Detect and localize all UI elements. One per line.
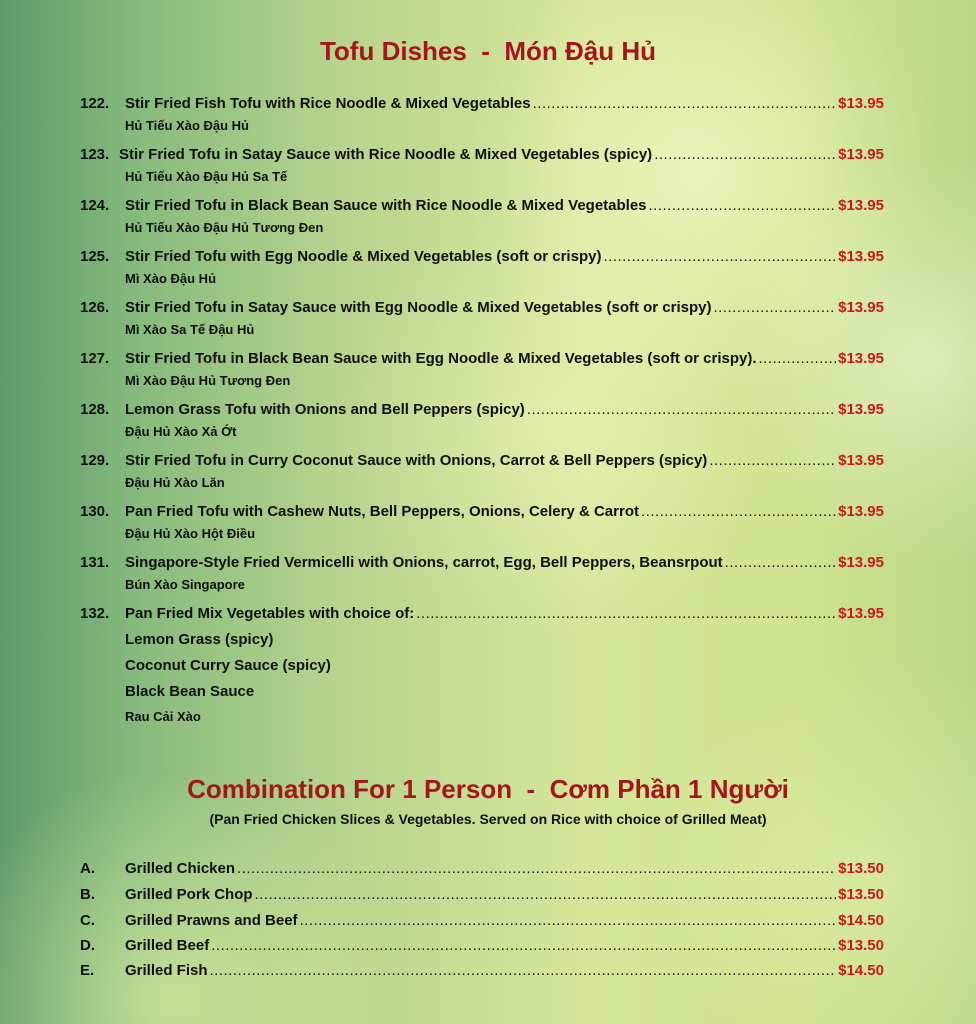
item-name: Singapore-Style Fried Vermicelli with Onions, carrot, Egg, Bell Peppers, Beansrpout bbox=[125, 554, 723, 571]
item-name: Grilled Beef bbox=[125, 937, 210, 954]
dot-leader bbox=[603, 248, 836, 265]
item-price: $13.50 bbox=[838, 860, 884, 877]
item-letter: B. bbox=[80, 886, 95, 903]
choice-option: Lemon Grass (spicy) bbox=[125, 631, 274, 648]
dot-leader bbox=[300, 912, 837, 929]
item-name: Stir Fried Tofu in Satay Sauce with Egg Noodle & Mixed Vegetables (soft or crispy) bbox=[125, 299, 712, 316]
item-price: $14.50 bbox=[838, 912, 884, 929]
choice-option: Black Bean Sauce bbox=[125, 683, 255, 700]
item-vietnamese-name: Đậu Hủ Xào Lăn bbox=[125, 475, 225, 490]
item-vietnamese-name: Bún Xào Singapore bbox=[125, 577, 245, 592]
item-letter: A. bbox=[80, 860, 95, 877]
item-name: Grilled Fish bbox=[125, 962, 208, 979]
item-vietnamese-name: Hủ Tiếu Xào Đậu Hủ bbox=[125, 118, 249, 133]
menu-item-123 bbox=[80, 146, 884, 184]
item-price: $13.95 bbox=[838, 503, 884, 520]
menu-item-132 bbox=[80, 605, 884, 625]
item-price: $13.95 bbox=[838, 95, 884, 112]
item-number: 123. bbox=[80, 146, 110, 163]
combo-item-e bbox=[80, 962, 884, 982]
dot-leader bbox=[709, 452, 836, 469]
item-number: 125. bbox=[80, 248, 110, 265]
item-price: $13.95 bbox=[838, 605, 884, 622]
item-price: $13.95 bbox=[838, 452, 884, 469]
item-name: Stir Fried Fish Tofu with Rice Noodle & Mixed Vegetables bbox=[125, 95, 531, 112]
dot-leader bbox=[255, 886, 837, 903]
item-number: 127. bbox=[80, 350, 110, 367]
menu-item-128 bbox=[80, 401, 884, 439]
combo-item-b bbox=[80, 886, 884, 906]
combo-item-a bbox=[80, 860, 884, 880]
dot-leader bbox=[210, 962, 837, 979]
item-vietnamese-name: Mì Xào Đậu Hủ Tương Đen bbox=[125, 373, 291, 388]
item-price: $13.95 bbox=[838, 146, 884, 163]
item-name: Stir Fried Tofu in Black Bean Sauce with Rice Noodle & Mixed Vegetables bbox=[125, 197, 647, 214]
menu-item-131 bbox=[80, 554, 884, 592]
item-number: 124. bbox=[80, 197, 110, 214]
item-number: 132. bbox=[80, 605, 110, 622]
item-price: $14.50 bbox=[838, 962, 884, 979]
dot-leader bbox=[654, 146, 836, 163]
item-price: $13.95 bbox=[838, 401, 884, 418]
item-name: Grilled Pork Chop bbox=[125, 886, 253, 903]
item-price: $13.50 bbox=[838, 886, 884, 903]
item-price: $13.95 bbox=[838, 554, 884, 571]
item-vietnamese-name: Hủ Tiếu Xào Đậu Hủ Tương Đen bbox=[125, 220, 324, 235]
dot-leader bbox=[237, 860, 836, 877]
menu-item-130 bbox=[80, 503, 884, 541]
item-name: Stir Fried Tofu in Black Bean Sauce with Egg Noodle & Mixed Vegetables (soft or crispy). bbox=[125, 350, 757, 367]
dot-leader bbox=[416, 605, 836, 622]
choice-option: Coconut Curry Sauce (spicy) bbox=[125, 657, 331, 674]
menu-item-124 bbox=[80, 197, 884, 235]
item-vietnamese-name: Đậu Hủ Xào Hột Điều bbox=[125, 526, 256, 541]
item-number: 129. bbox=[80, 452, 110, 469]
item-number: 130. bbox=[80, 503, 110, 520]
item-letter: E. bbox=[80, 962, 95, 979]
dot-leader bbox=[641, 503, 836, 520]
item-name: Grilled Prawns and Beef bbox=[125, 912, 298, 929]
item-name: Stir Fried Tofu in Satay Sauce with Rice Noodle & Mixed Vegetables (spicy) bbox=[119, 146, 653, 163]
item-price: $13.95 bbox=[838, 248, 884, 265]
item-vietnamese-name: Mì Xào Sa Tế Đậu Hủ bbox=[125, 322, 255, 337]
item-number: 122. bbox=[80, 95, 110, 112]
combo-item-c bbox=[80, 912, 884, 932]
choice-vietnamese-name: Rau Cải Xào bbox=[125, 709, 201, 724]
menu-item-125 bbox=[80, 248, 884, 286]
dot-leader bbox=[649, 197, 837, 214]
item-number: 126. bbox=[80, 299, 110, 316]
combo-section-title: Combination For 1 Person - Cơm Phần 1 Người bbox=[187, 774, 789, 804]
menu-item-122 bbox=[80, 95, 884, 133]
menu-item-127 bbox=[80, 350, 884, 388]
item-name: Pan Fried Tofu with Cashew Nuts, Bell Peppers, Onions, Celery & Carrot bbox=[125, 503, 639, 520]
item-price: $13.95 bbox=[838, 299, 884, 316]
item-price: $13.95 bbox=[838, 350, 884, 367]
combo-section-subtitle: (Pan Fried Chicken Slices & Vegetables. Served on Rice with choice of Grilled Meat) bbox=[209, 811, 767, 827]
item-vietnamese-name: Mì Xào Đậu Hủ bbox=[125, 271, 217, 286]
item-number: 131. bbox=[80, 554, 110, 571]
item-name: Stir Fried Tofu with Egg Noodle & Mixed Vegetables (soft or crispy) bbox=[125, 248, 602, 265]
item-vietnamese-name: Đậu Hủ Xào Xả Ớt bbox=[125, 424, 237, 439]
tofu-section-title: Tofu Dishes - Món Đậu Hủ bbox=[319, 36, 657, 66]
item-number: 128. bbox=[80, 401, 110, 418]
dot-leader bbox=[725, 554, 836, 571]
item-letter: D. bbox=[80, 937, 95, 954]
menu-item-126 bbox=[80, 299, 884, 337]
item-vietnamese-name: Hủ Tiếu Xào Đậu Hủ Sa Tế bbox=[125, 169, 288, 184]
item-name: Pan Fried Mix Vegetables with choice of: bbox=[125, 605, 415, 622]
dot-leader bbox=[759, 350, 837, 367]
item-name: Grilled Chicken bbox=[125, 860, 236, 877]
combo-item-d bbox=[80, 937, 884, 957]
dot-leader bbox=[533, 95, 836, 112]
dot-leader bbox=[714, 299, 837, 316]
item-letter: C. bbox=[80, 912, 95, 929]
menu-item-129 bbox=[80, 452, 884, 490]
item-name: Stir Fried Tofu in Curry Coconut Sauce with Onions, Carrot & Bell Peppers (spicy) bbox=[125, 452, 708, 469]
item-price: $13.95 bbox=[838, 197, 884, 214]
dot-leader bbox=[527, 401, 836, 418]
item-name: Lemon Grass Tofu with Onions and Bell Peppers (spicy) bbox=[125, 401, 525, 418]
item-price: $13.50 bbox=[838, 937, 884, 954]
dot-leader bbox=[211, 937, 836, 954]
